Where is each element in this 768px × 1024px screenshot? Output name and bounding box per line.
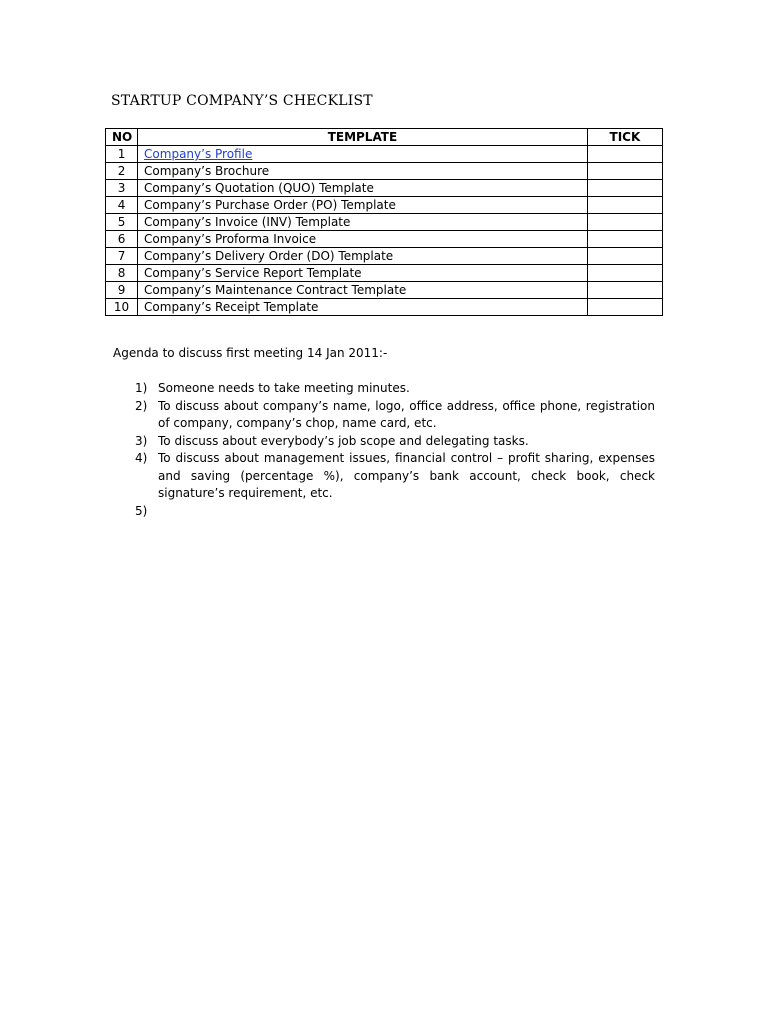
template-cell: Company’s Service Report Template xyxy=(138,265,588,282)
template-cell: Company’s Brochure xyxy=(138,163,588,180)
template-cell: Company’s Receipt Template xyxy=(138,299,588,316)
agenda-item-number: 4) xyxy=(135,451,148,465)
template-cell: Company’s Invoice (INV) Template xyxy=(138,214,588,231)
template-cell: Company’s Purchase Order (PO) Template xyxy=(138,197,588,214)
table-row xyxy=(106,197,663,214)
table-row xyxy=(106,299,663,316)
template-cell: Company’s Delivery Order (DO) Template xyxy=(138,248,588,265)
row-number: 4 xyxy=(106,197,138,214)
tick-cell[interactable] xyxy=(587,265,662,282)
agenda-heading: Agenda to discuss first meeting 14 Jan 2011:- xyxy=(113,346,388,360)
tick-cell[interactable] xyxy=(587,197,662,214)
agenda-item-text: To discuss about company’s name, logo, office address, office phone, registration of company, company’s chop, name card, etc. xyxy=(158,398,655,430)
table-row xyxy=(106,163,663,180)
row-number: 5 xyxy=(106,214,138,231)
row-number: 9 xyxy=(106,282,138,299)
agenda-item xyxy=(113,398,655,433)
table-row xyxy=(106,231,663,248)
table-row xyxy=(106,180,663,197)
row-number: 2 xyxy=(106,163,138,180)
agenda-list xyxy=(113,380,655,518)
row-number: 10 xyxy=(106,299,138,316)
table-row xyxy=(106,248,663,265)
tick-cell[interactable] xyxy=(587,282,662,299)
table-row xyxy=(106,146,663,163)
tick-cell[interactable] xyxy=(587,231,662,248)
agenda-item-number: 5) xyxy=(135,503,148,518)
document-title: STARTUP COMPANY’S CHECKLIST xyxy=(111,93,373,109)
tick-cell[interactable] xyxy=(587,163,662,180)
column-header-tick: TICK xyxy=(587,129,662,146)
template-cell: Company’s Quotation (QUO) Template xyxy=(138,180,588,197)
template-cell xyxy=(138,146,588,163)
row-number: 7 xyxy=(106,248,138,265)
table-row xyxy=(106,265,663,282)
row-number: 3 xyxy=(106,180,138,197)
tick-cell[interactable] xyxy=(587,180,662,197)
tick-cell[interactable] xyxy=(587,299,662,316)
table-row xyxy=(106,214,663,231)
agenda-item-number: 1) xyxy=(135,381,148,395)
table-header-row xyxy=(106,129,663,146)
agenda-item-number: 3) xyxy=(135,433,148,448)
tick-cell[interactable] xyxy=(587,248,662,265)
template-cell: Company’s Proforma Invoice xyxy=(138,231,588,248)
agenda-item xyxy=(113,433,655,451)
agenda-item-text: To discuss about everybody’s job scope and delegating tasks. xyxy=(158,433,529,448)
tick-cell[interactable] xyxy=(587,214,662,231)
agenda-item xyxy=(113,450,655,503)
row-number: 6 xyxy=(106,231,138,248)
agenda-item-text: Someone needs to take meeting minutes. xyxy=(158,381,410,395)
checklist-table xyxy=(105,128,663,316)
table-row xyxy=(106,282,663,299)
row-number: 1 xyxy=(106,146,138,163)
agenda-item xyxy=(113,380,655,398)
template-cell: Company’s Maintenance Contract Template xyxy=(138,282,588,299)
column-header-template: TEMPLATE xyxy=(138,129,588,146)
column-header-no: NO xyxy=(106,129,138,146)
agenda-item-text: To discuss about management issues, financial control – profit sharing, expenses and saving (percentage %), company’s bank account, check book, check signature’s requirement, etc. xyxy=(158,451,655,500)
tick-cell[interactable] xyxy=(587,146,662,163)
company-profile-link[interactable]: Company’s Profile xyxy=(144,147,253,161)
row-number: 8 xyxy=(106,265,138,282)
agenda-item-number: 2) xyxy=(135,398,148,413)
